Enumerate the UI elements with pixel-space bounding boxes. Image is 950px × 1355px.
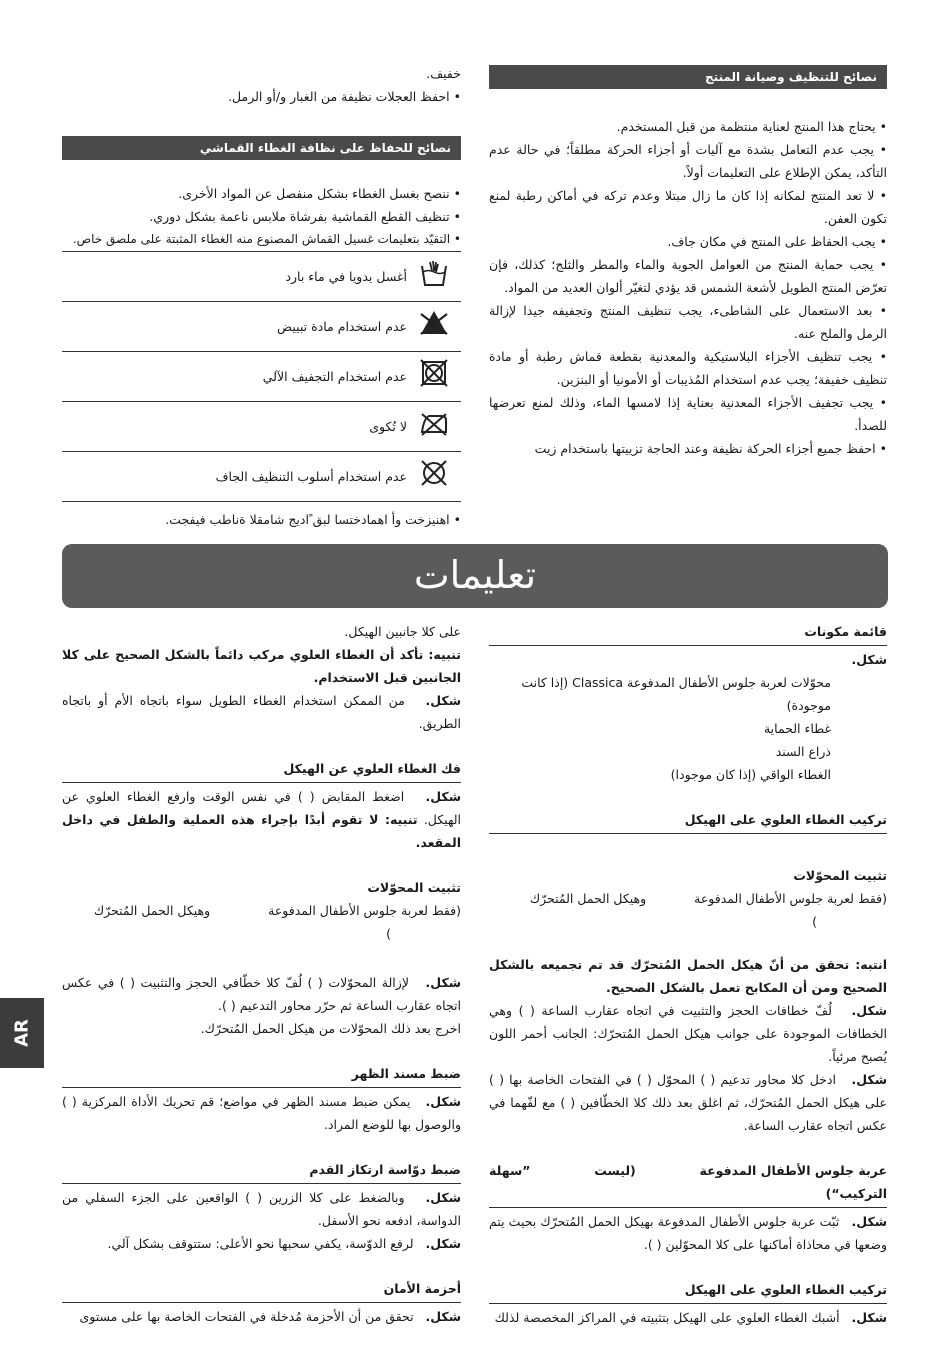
care-label: عدم استخدام التجفيف الآلي (262, 369, 407, 384)
step-body: لُفّ خطافات الحجز والتثبيت في اتجاه عقارب الساعة ( ) وهي الخطافات الموجودة على جوانب هيكل الحمل المُتحرّك: الجانب أحمر اللون يُصبح مرئياً. (489, 1003, 887, 1064)
fabric-list (62, 182, 461, 251)
step-body: اضغط المقابض ( ) في نفس الوقت وارفع الغطاء العلوي عن الهيكل. (62, 789, 461, 827)
stroller-heading-cont: التركيب“) (489, 1182, 887, 1208)
step-body: أشبك الغطاء العلوي على الهيكل بتثبيته في المراكز المخصصة لذلك (494, 1310, 840, 1325)
list-item: • يجب حماية المنتج من العوامل الجوية والماء والمطر والثلج؛ كذلك، فإن تعرّض المنتج الطويل لأشعة الشمس قد يؤدي لتغيّر ألوان العديد من المواد. (489, 253, 887, 299)
footrest-heading: ضبط دوّاسة ارتكاز القدم (62, 1158, 461, 1184)
shakl-label: شكل. (851, 1072, 887, 1087)
list-item: • بعد الاستعمال على الشاطىء، يجب تنظيف المنتج وتجفيفه جيدا لإزالة الرمل والملح عنه. (489, 299, 887, 345)
warning-text: تنبيه: تأكد أن الغطاء العلوي مركب دائماً بالشكل الصحيح على كلا الجانبين قبل الاستخدام. (62, 647, 461, 685)
list-item: • يحتاج هذا المنتج لعناية منتظمة من قبل المستخدم. (489, 115, 887, 138)
adapters-note-b: وهيكل الحمل المُتحرّك (529, 891, 647, 906)
shakl-label: شكل. (851, 1310, 887, 1325)
list-item: • يجب عدم التعامل بشدة مع آليات أو أجزاء الحركة مطلقاً؛ في حالة عدم التأكد، يمكن الإطلاع على التعليمات أولاً. (489, 138, 887, 184)
removal-heading: فك الغطاء العلوي عن الهيكل (62, 757, 461, 783)
adapters-note-a: (فقط لعربة جلوس الأطفال المدفوعة (268, 903, 461, 918)
care-row (62, 302, 461, 352)
care-label: عدم استخدام أسلوب التنظيف الجاف (215, 469, 407, 484)
list-item: غطاء الحماية (763, 721, 831, 736)
care-row (62, 252, 461, 302)
care-label: لا تُكوى (369, 419, 407, 434)
final-heading: تركيب الغطاء العلوي على الهيكل (489, 1278, 887, 1304)
shakl-label: شكل. (425, 1309, 461, 1324)
continuation-text: على كلا جانبين الهيكل. (344, 624, 461, 639)
left-top-column (62, 62, 461, 531)
stroller-heading-b: (ليست (594, 1163, 636, 1178)
adapters-note (489, 887, 887, 910)
step-text (489, 1210, 887, 1256)
list-item: • احفظ جميع أجزاء الحركة نظيفة وعند الحاجة تزييتها باستخدام زيت (489, 437, 887, 460)
list-item: • ننصح بغسل الغطاء بشكل منفصل عن المواد الأخرى. (62, 182, 461, 205)
step-body: وبالضغط على كلا الزرين ( ) الواقعين على الجزء السفلي من الدواسة، ادفعه نحو الأسفل. (62, 1190, 461, 1228)
right-top-column (489, 65, 887, 460)
shakl-label: شكل. (425, 1190, 461, 1205)
adapters-heading: تثبيت المحوّلات (793, 868, 887, 883)
step-warning: تنبيه: لا تقوم أبدًا بإجراء هذه العملية والطفل في داخل المقعد. (62, 812, 461, 850)
step-text (62, 1090, 461, 1136)
no-tumble-dry-icon (419, 358, 449, 395)
step-text (62, 971, 461, 1017)
step-body: ادخل كلا محاور تدعيم ( ) المحوّل ( ) في الفتحات الخاصة بها ( ) على هيكل الحمل المُتحرّك، ثم اغلق بعد ذلك كلا الخطّافين ( ) مع لفّهما في عكس اتجاه عقارب الساعة. (489, 1072, 887, 1133)
adapters-note (62, 899, 461, 922)
left-bottom-column (62, 620, 461, 1328)
warning-text: انتبه: تحقق من أنّ هيكل الحمل المُتحرّك قد تم تجميعه بالشكل الصحيح ومن أن المكابح تعمل بالشكل الصحيح. (489, 957, 887, 995)
adapters-note-end: ) (812, 914, 817, 929)
step-body: تحقق من أن الأحزمة مُدخلة في الفتحات الخاصة بها على مستوى (79, 1309, 414, 1324)
step-text (489, 1068, 887, 1137)
hand-wash-icon (419, 258, 449, 295)
adapters-heading: تثبيت المحوّلات (367, 880, 461, 895)
step-text (62, 1186, 461, 1232)
care-row (62, 352, 461, 402)
list-item: • تنظيف القطع القماشية بفرشاة ملابس ناعمة بشكل دوري. (62, 205, 461, 228)
step-body: لرفع الدوّسة، يكفي سحبها نحو الأعلى: ستتوقف بشكل آلي. (107, 1236, 414, 1251)
list-item: • التقيّد بتعليمات غسيل القماش المصنوع منه الغطاء المثبتة على ملصق خاص. (62, 228, 461, 251)
adapters-note-end: ) (386, 926, 391, 941)
shakl-label: شكل. (425, 1236, 461, 1251)
list-item: محوّلات لعربة جلوس الأطفال المدفوعة Classica (إذا كانت موجودة) (521, 675, 831, 713)
shakl-label: شكل. (425, 693, 461, 708)
care-row (62, 452, 461, 502)
step-text (489, 1306, 887, 1329)
shakl-label: شكل. (425, 789, 461, 804)
step-body: من الممكن استخدام الغطاء الطويل سواء باتجاه الأم أو باتجاه الطريق. (62, 693, 461, 731)
step-text (62, 689, 461, 735)
stroller-heading-a: عربة جلوس الأطفال المدفوعة (699, 1163, 887, 1178)
stroller-heading-c: ”سهلة (489, 1163, 531, 1178)
right-bottom-column (489, 620, 887, 1329)
language-tab-label: AR (11, 1019, 33, 1047)
components-heading: قائمة مكونات (489, 620, 887, 646)
assembly-heading: تركيب الغطاء العلوي على الهيكل (489, 808, 887, 834)
backrest-heading: ضبط مسند الظهر (62, 1062, 461, 1088)
care-row (62, 402, 461, 452)
stroller-heading (489, 1159, 887, 1182)
list-item: الغطاء الواقي (إذا كان موجودا) (670, 767, 831, 782)
list-item: • يجب تجفيف الأجزاء المعدنية بعناية إذا لامسها الماء، وذلك لمنع تعرضها للصدأ. (489, 391, 887, 437)
shakl-label: شكل. (851, 1214, 888, 1229)
shakl-label: شكل. (851, 652, 887, 667)
reversed-text: .اهنيزخت وأ اهمادختسا لبق ًاديج شامقلا ةناطب فيفجت • (165, 512, 461, 527)
shakl-label: شكل. (425, 1094, 461, 1109)
list-item: • يجب الحفاظ على المنتج في مكان جاف. (489, 230, 887, 253)
fabric-heading: نصائح للحفاظ على نظافة الغطاء القماشي (62, 136, 461, 160)
care-symbols-table (62, 251, 461, 502)
step-body: يمكن ضبط مسند الظهر في مواضع؛ قم تحريك الأداة المركزية ( ) والوصول بها للوضع المراد. (62, 1094, 461, 1132)
step-text (62, 1305, 461, 1328)
continuation-text: خفيف. (426, 66, 461, 81)
step-body: لإزالة المحوّلات ( ) لُفّ كلا خطّافي الحجز والتثبيت ( ) في عكس اتجاه عقارب الساعة ثم حرّر محاور التدعيم ( ). (62, 975, 461, 1013)
belts-heading: أحزمة الأمان (62, 1277, 461, 1303)
no-iron-icon (419, 408, 449, 445)
wheels-list (62, 85, 461, 108)
page-title: تعليمات (62, 544, 888, 608)
cleaning-heading: نصائح للتنظيف وصيانة المنتج (489, 65, 887, 89)
step-text (489, 999, 887, 1068)
list-item: ذراع السند (775, 744, 831, 759)
no-dry-clean-icon (419, 458, 449, 495)
language-tab (0, 998, 44, 1068)
care-label: عدم استخدام مادة تبييض (277, 319, 407, 334)
adapters-note-b: وهيكل الحمل المُتحرّك (93, 903, 211, 918)
step-text (62, 1232, 461, 1255)
adapters-note-a: (فقط لعربة جلوس الأطفال المدفوعة (694, 891, 887, 906)
components-list (489, 671, 887, 786)
list-item: • احفظ العجلات نظيفة من الغبار و/أو الرمل. (62, 85, 461, 108)
cleaning-list (489, 115, 887, 460)
step-body: ثبّت عربة جلوس الأطفال المدفوعة بهيكل الحمل المُتحرّك بحيث يتم وضعها في محاذاة أماكنها على كلا المحوّلين ( ). (489, 1214, 887, 1252)
no-bleach-icon (419, 308, 449, 345)
list-item: • يجب تنظيف الأجزاء البلاستيكية والمعدنية بقطعة قماش رطبة أو مادة تنظيف خفيفة؛ يجب عدم استخدام المُذيبات أو الأمونيا أو البنزين. (489, 345, 887, 391)
shakl-label: شكل. (851, 1003, 888, 1018)
step-text-cont: اخرج بعد ذلك المحوّلات من هيكل الحمل المُتحرّك. (200, 1021, 461, 1036)
shakl-label: شكل. (425, 975, 462, 990)
step-text (62, 785, 461, 854)
list-item: • لا تعد المنتج لمكانه إذا كان ما زال مبتلا وعدم تركه في أماكن رطبة لمنع تكون العفن. (489, 184, 887, 230)
care-label: أغسل يدويا في ماء بارد (285, 269, 407, 284)
